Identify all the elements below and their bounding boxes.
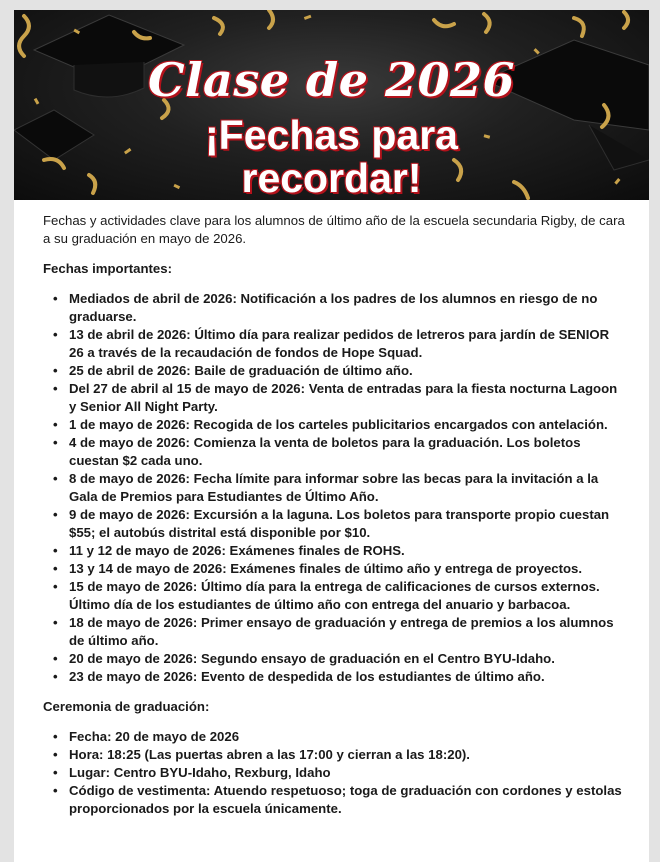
important-dates-heading: Fechas importantes: bbox=[43, 261, 172, 276]
ceremony-details-list bbox=[43, 728, 625, 818]
list-item: • 11 y 12 de mayo de 2026: Exámenes finales de ROHS. bbox=[53, 543, 405, 558]
ceremony-heading: Ceremonia de graduación: bbox=[43, 699, 210, 714]
banner-subtitle-line-2: recordar! bbox=[241, 155, 422, 200]
list-item: • Código de vestimenta: Atuendo respetuoso; toga de graduación con cordones y estolas proporcionados por la escuela únicamente. bbox=[53, 783, 622, 816]
bullet-icon: • bbox=[53, 783, 58, 798]
bullet-icon: • bbox=[53, 471, 58, 486]
list-item: • 13 de abril de 2026: Último día para realizar pedidos de letreros para jardín de SENIOR 26 a través de la recaudación de fondos de Hope Squad. bbox=[53, 327, 610, 360]
bullet-icon: • bbox=[53, 543, 58, 558]
list-item: • 1 de mayo de 2026: Recogida de los carteles publicitarios encargados con antelación. bbox=[53, 417, 608, 432]
list-item: • Mediados de abril de 2026: Notificación a los padres de los alumnos en riesgo de no graduarse. bbox=[53, 291, 598, 324]
header-banner bbox=[14, 10, 649, 200]
list-item: • 18 de mayo de 2026: Primer ensayo de graduación y entrega de premios a los alumnos de último año. bbox=[53, 615, 614, 648]
list-item: • Fecha: 20 de mayo de 2026 bbox=[53, 729, 240, 744]
bullet-icon: • bbox=[53, 579, 58, 594]
list-item: • 9 de mayo de 2026: Excursión a la laguna. Los boletos para transporte propio cuestan $55; el autobús distrital está disponible por $10. bbox=[53, 507, 610, 540]
banner-subtitle-line-1: ¡Fechas para bbox=[205, 112, 458, 158]
bullet-icon: • bbox=[53, 291, 58, 306]
banner-title: Clase de 2026 bbox=[147, 53, 516, 107]
newsletter-page bbox=[14, 10, 649, 862]
list-item: • 23 de mayo de 2026: Evento de despedida de los estudiantes de último año. bbox=[53, 669, 545, 684]
bullet-icon: • bbox=[53, 327, 58, 342]
bullet-icon: • bbox=[53, 435, 58, 450]
bullet-icon: • bbox=[53, 765, 58, 780]
bullet-icon: • bbox=[53, 363, 58, 378]
list-item: • 8 de mayo de 2026: Fecha límite para informar sobre las becas para la invitación a la Gala de Premios para Estudiantes de Último Año. bbox=[53, 471, 599, 504]
list-item: • 13 y 14 de mayo de 2026: Exámenes finales de último año y entrega de proyectos. bbox=[53, 561, 583, 576]
bullet-icon: • bbox=[53, 747, 58, 762]
list-item: • Hora: 18:25 (Las puertas abren a las 17:00 y cierran a las 18:20). bbox=[53, 747, 470, 762]
bullet-icon: • bbox=[53, 729, 58, 744]
list-item: • 4 de mayo de 2026: Comienza la venta de boletos para la graduación. Los boletos cuestan $2 cada uno. bbox=[53, 435, 581, 468]
list-item: • Lugar: Centro BYU-Idaho, Rexburg, Idaho bbox=[53, 765, 331, 780]
bullet-icon: • bbox=[53, 615, 58, 630]
banner-subtitle bbox=[14, 114, 649, 200]
list-item: • 25 de abril de 2026: Baile de graduación de último año. bbox=[53, 363, 413, 378]
list-item: • 20 de mayo de 2026: Segundo ensayo de graduación en el Centro BYU-Idaho. bbox=[53, 651, 555, 666]
intro-paragraph: Fechas y actividades clave para los alumnos de último año de la escuela secundaria Rigby, de cara a su graduación en mayo de 2026. bbox=[43, 213, 625, 246]
list-item: • Del 27 de abril al 15 de mayo de 2026: Venta de entradas para la fiesta nocturna Lagoon y Senior All Night Party. bbox=[53, 381, 618, 414]
bullet-icon: • bbox=[53, 561, 58, 576]
list-item: • 15 de mayo de 2026: Último día para la entrega de calificaciones de cursos externos. Último día de los estudiantes de último año con entrega del anuario y barbacoa. bbox=[53, 579, 600, 612]
bullet-icon: • bbox=[53, 381, 58, 396]
bullet-icon: • bbox=[53, 417, 58, 432]
newsletter-body bbox=[14, 200, 649, 818]
bullet-icon: • bbox=[53, 669, 58, 684]
bullet-icon: • bbox=[53, 651, 58, 666]
important-dates-list bbox=[43, 290, 625, 686]
bullet-icon: • bbox=[53, 507, 58, 522]
